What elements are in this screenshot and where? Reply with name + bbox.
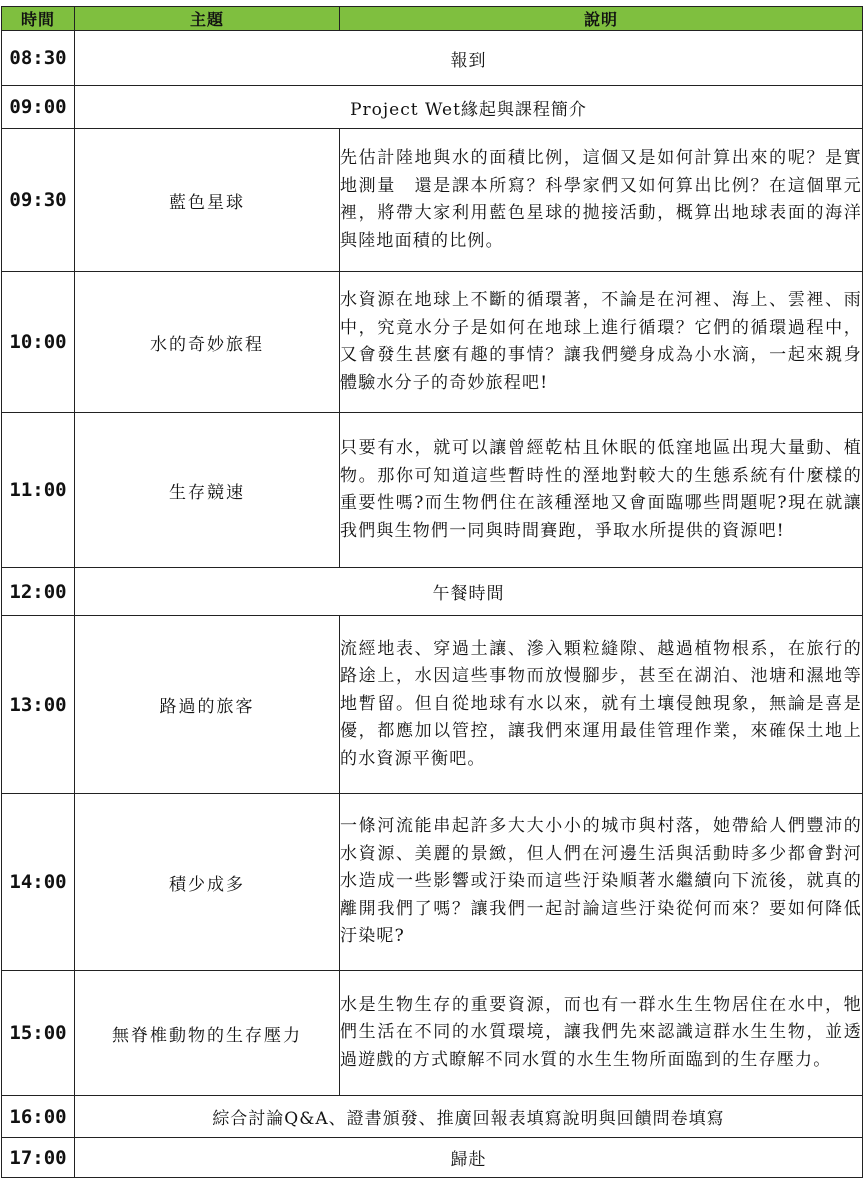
row-description: 一條河流能串起許多大大小小的城市與村落，她帶給人們豐沛的水資源、美麗的景緻，但人們在河邊生活與活動時多少都會對河水造成一些影響或汙染而這些汙染順著水繼續向下流後，就真的離開我們了嗎？讓我們一起討論這些汙染從何而來？要如何降低汙染呢? <box>340 794 863 971</box>
row-description: 水資源在地球上不斷的循環著，不論是在河裡、海上、雲裡、雨中，究竟水分子是如何在地球上進行循環？它們的循環過程中，又會發生甚麼有趣的事情？讓我們變身成為小水滴，一起來親身體驗水分子的奇妙旅程吧! <box>340 272 863 413</box>
row-topic: 生存競速 <box>75 413 340 568</box>
row-departure <box>2 1138 863 1178</box>
row-accumulation <box>2 794 863 971</box>
row-description: 水是生物生存的重要資源，而也有一群水生生物居住在水中，牠們生活在不同的水質環境，讓我們先來認識這群水生生物，並透過遊戲的方式瞭解不同水質的水生生物所面臨到的生存壓力。 <box>340 971 863 1096</box>
row-survival-race <box>2 413 863 568</box>
header-description: 說明 <box>340 7 863 31</box>
header-row <box>2 7 863 31</box>
row-time: 08:30 <box>2 31 75 86</box>
row-topic: 無脊椎動物的生存壓力 <box>75 971 340 1096</box>
row-time: 11:00 <box>2 413 75 568</box>
schedule-table <box>1 6 863 1178</box>
row-event: 午餐時間 <box>75 568 863 616</box>
row-time: 16:00 <box>2 1096 75 1138</box>
row-time: 12:00 <box>2 568 75 616</box>
row-event: 歸赴 <box>75 1138 863 1178</box>
row-topic: 路過的旅客 <box>75 616 340 794</box>
row-checkin <box>2 31 863 86</box>
row-topic: 水的奇妙旅程 <box>75 272 340 413</box>
row-description: 流經地表、穿過土讓、滲入顆粒縫隙、越過植物根系，在旅行的路途上，水因這些事物而放慢腳步，甚至在湖泊、池塘和濕地等地暫留。但自從地球有水以來，就有土壤侵蝕現象，無論是喜是優，都應加以管控，讓我們來運用最佳管理作業，來確保土地上的水資源平衡吧。 <box>340 616 863 794</box>
row-time: 09:00 <box>2 86 75 129</box>
row-time: 09:30 <box>2 129 75 272</box>
row-blue-planet <box>2 129 863 272</box>
row-discussion <box>2 1096 863 1138</box>
row-water-journey <box>2 272 863 413</box>
row-time: 10:00 <box>2 272 75 413</box>
row-time: 14:00 <box>2 794 75 971</box>
row-passing-traveler <box>2 616 863 794</box>
row-topic: 積少成多 <box>75 794 340 971</box>
row-time: 15:00 <box>2 971 75 1096</box>
row-description: 先估計陸地與水的面積比例，這個又是如何計算出來的呢？是實地測量 還是課本所寫？科學家們又如何算出比例？在這個單元裡，將帶大家利用藍色星球的拋接活動，概算出地球表面的海洋與陸地面積的比例。 <box>340 129 863 272</box>
row-time: 17:00 <box>2 1138 75 1178</box>
row-topic: 藍色星球 <box>75 129 340 272</box>
row-intro <box>2 86 863 129</box>
row-event: Project Wet緣起與課程簡介 <box>75 86 863 129</box>
row-invertebrate-stress <box>2 971 863 1096</box>
header-time: 時間 <box>2 7 75 31</box>
row-time: 13:00 <box>2 616 75 794</box>
row-event: 綜合討論Q&A、證書頒發、推廣回報表填寫說明與回饋問卷填寫 <box>75 1096 863 1138</box>
row-description: 只要有水，就可以讓曾經乾枯且休眠的低窪地區出現大量動、植物。那你可知道這些暫時性的溼地對較大的生態系統有什麼樣的重要性嗎?而生物們住在該種溼地又會面臨哪些問題呢?現在就讓我們與生物們一同與時間賽跑，爭取水所提供的資源吧! <box>340 413 863 568</box>
row-lunch <box>2 568 863 616</box>
row-event: 報到 <box>75 31 863 86</box>
header-topic: 主題 <box>75 7 340 31</box>
